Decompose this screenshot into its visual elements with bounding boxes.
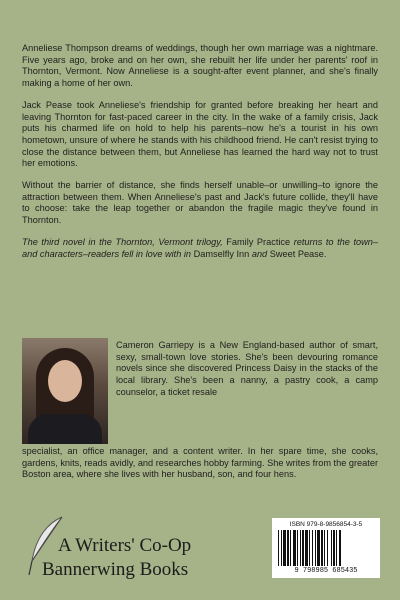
blurb-paragraph-2: Jack Pease took Anneliese's friendship for granted before breaking her heart and leaving Thornton for fast-paced career in the city. In the wake of a family crisis, Jack puts his charmed life on hold to help his parents–now he's a tourist in his own hometown, unsure of where he stands with his childhood friend. He can't resist trying to close the distance between them, but Anneliese has learned the hard way not to trust her emotions. xyxy=(22,99,378,169)
barcode-number: 9 798985 685435 xyxy=(294,567,358,575)
publisher-coop-name: A Writers' Co-Op xyxy=(58,535,192,556)
blurb-paragraph-3: Without the barrier of distance, she finds herself unable–or unwilling–to ignore the attraction between them. When Anneliese's past and Jack's future collide, they'll have to choose: take the leap together or abandon the fragile magic they've found in Thornton. xyxy=(22,180,378,226)
series-note xyxy=(22,237,378,260)
book-title-damselfly-inn: Damselfly Inn xyxy=(193,248,250,259)
series-note-and: and xyxy=(251,248,268,259)
publisher-imprint-name: Bannerwing Books xyxy=(42,559,189,580)
isbn-barcode xyxy=(272,518,380,578)
author-bio-top: Cameron Garriepy is a New England-based author of smart, sexy, small-town love stories. She's been devouring romance novels since she discovered Princess Daisy in the stacks of the local library. She's been a nanny, a pastry cook, a camp counselor, a ticket resale xyxy=(116,340,378,397)
author-photo xyxy=(22,338,108,444)
book-title-family-practice: Family Practice xyxy=(226,236,291,247)
author-bio-rest: specialist, an office manager, and a content writer. In her spare time, she cooks, gardens, knits, reads avidly, and researches hobby farming. She writes from the greater Boston area, where she lives with her husband, son, and four hens. xyxy=(22,446,378,480)
series-note-b: returns to the town–and characters–readers fell in love with in xyxy=(22,236,378,259)
series-note-a: The third novel in the Thornton, Vermont trilogy, xyxy=(22,236,223,247)
blurb-paragraph-1: Anneliese Thompson dreams of weddings, though her own marriage was a nightmare. Five years ago, broke and on her own, she rebuilt her life under her parents' roof in Thornton, Vermont. Now Anneliese is a sought-after event planner, and she's finally making a home of her own. xyxy=(22,43,378,89)
publisher-logo xyxy=(22,515,212,581)
back-cover-blurb xyxy=(22,43,378,270)
barcode-bars xyxy=(278,530,374,566)
book-title-sweet-pease: Sweet Pease. xyxy=(269,248,327,259)
isbn-label: ISBN 979-8-9856854-3-5 xyxy=(289,521,363,528)
